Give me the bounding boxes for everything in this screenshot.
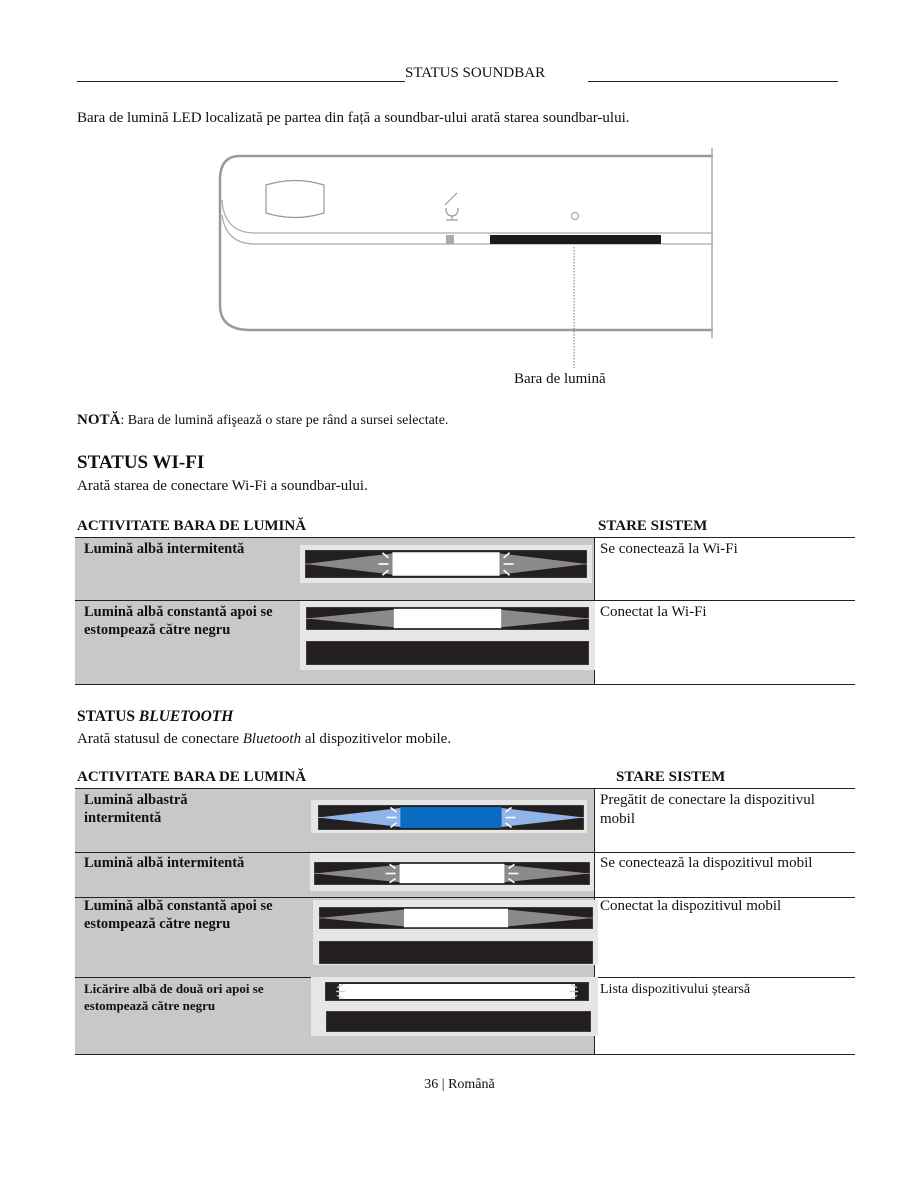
- subtitle-b: al dispozitivelor mobile.: [301, 731, 452, 747]
- activity-cell: Licărire albă de două ori apoi se estompează către negru: [84, 981, 264, 1013]
- soundbar-diagram: [210, 140, 720, 390]
- note-label: NOTĂ: [77, 412, 121, 428]
- light-bar-label: Bara de lumină: [514, 371, 606, 387]
- intro-text: Bara de lumină LED localizată pe partea din față a soundbar-ului arată starea soundbar-ului.: [77, 110, 630, 126]
- wifi-col-status: STARE SISTEM: [598, 518, 708, 534]
- bluetooth-subtitle: [77, 730, 451, 749]
- led-flashing-white: [305, 550, 587, 578]
- page-footer: 36 | Română: [424, 1077, 495, 1092]
- activity-cell: Lumină albastră intermitentă: [84, 792, 188, 826]
- mic-off-icon: [445, 193, 458, 220]
- led-double-flash: [325, 982, 589, 1001]
- wifi-subtitle: Arată starea de conectare Wi-Fi a soundbar-ului.: [77, 478, 368, 494]
- title-italic: BLUETOOTH: [138, 708, 234, 725]
- header-rule-right: [588, 81, 838, 82]
- activity-cell: Lumină albă constantă apoi se estompează către negru: [84, 898, 273, 932]
- status-cell: Se conectează la dispozitivul mobil: [600, 855, 813, 871]
- header-rule-left: [77, 81, 405, 82]
- status-cell: Lista dispozitivului ștearsă: [600, 982, 751, 997]
- led-flashing-white: [314, 862, 590, 885]
- activity-cell: Lumină albă constantă apoi se estompează către negru: [84, 604, 273, 638]
- status-cell: Conectat la Wi-Fi: [600, 604, 707, 620]
- led-steady-white: [319, 907, 593, 929]
- bluetooth-section-title: [77, 708, 233, 726]
- bt-col-activity: ACTIVITATE BARA DE LUMINĂ: [77, 769, 307, 785]
- led-off: [319, 941, 593, 964]
- status-cell: Conectat la dispozitivul mobil: [600, 898, 782, 914]
- button-outline: [266, 181, 324, 218]
- led-steady-white: [306, 607, 589, 630]
- mic-indicator: [446, 235, 454, 244]
- activity-cell: Lumină albă intermitentă: [84, 541, 245, 557]
- note-text: : Bara de lumină afişează o stare pe rând a sursei selectate.: [120, 413, 449, 428]
- led-off: [306, 641, 589, 665]
- note: [77, 411, 448, 430]
- led-flashing-blue: [318, 805, 584, 830]
- subtitle-a: Arată statusul de conectare: [77, 731, 243, 747]
- sensor-icon: [572, 213, 579, 220]
- page-header-title: STATUS SOUNDBAR: [405, 65, 546, 81]
- subtitle-italic: Bluetooth: [242, 731, 302, 747]
- bt-col-status: STARE SISTEM: [616, 769, 726, 785]
- activity-cell: Lumină albă intermitentă: [84, 855, 245, 871]
- led-off: [326, 1011, 591, 1032]
- status-cell: Se conectează la Wi-Fi: [600, 541, 738, 557]
- light-bar: [490, 235, 661, 244]
- wifi-col-activity: ACTIVITATE BARA DE LUMINĂ: [77, 518, 307, 534]
- title-plain: STATUS: [77, 708, 139, 725]
- wifi-section-title: STATUS WI-FI: [77, 452, 205, 473]
- status-cell: Pregătit de conectare la dispozitivul mobil: [600, 792, 815, 827]
